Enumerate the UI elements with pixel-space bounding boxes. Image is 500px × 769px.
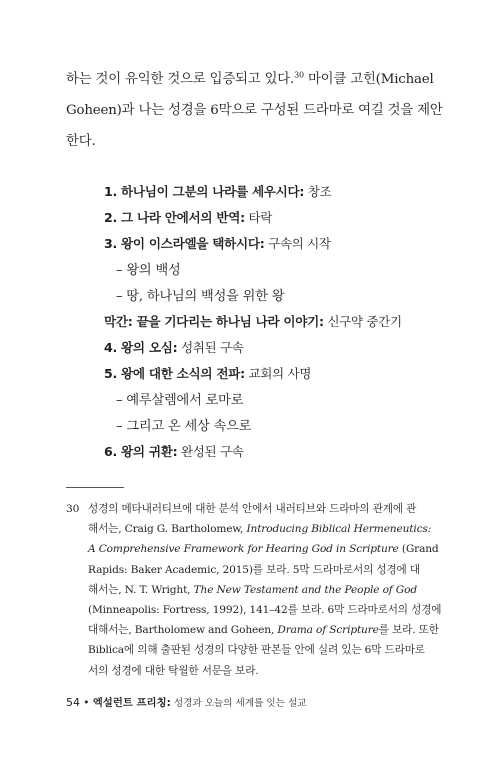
outline-subitem: – 그리고 온 세상 속으로 [116,419,252,434]
book-subtitle: 성경과 오늘의 세계를 잇는 설교 [170,698,307,709]
page-number: 54 [66,696,80,709]
footnote-line [88,580,446,600]
footnote-span: 를 보라. 또한 [378,624,439,637]
footnote-number: 30 [66,503,80,515]
intro-line [66,64,446,95]
footer-separator: • [80,697,93,709]
intro-text: 하는 것이 유익한 것으로 입증되고 있다. [66,72,295,87]
footnote-span: 해서는, Craig G. Bartholomew, [88,523,247,536]
footnote-book-title: A Comprehensive Framework for Hearing God in Scripture [88,543,399,556]
outline-item-2 [104,207,272,226]
footnote-span: 대해서는, Bartholomew and Goheen, [88,624,278,637]
outline-heading: 4. 왕의 오심: [104,340,178,355]
footnote-line [88,519,446,539]
intro-text: 마이클 고힌(Michael [303,72,434,87]
footnote-line: Biblica에 의해 출판된 성경의 다양한 판본들 안에 실려 있는 6막 드라마로 [88,644,425,657]
outline-desc: 교회의 사명 [244,366,312,381]
outline-subitem: – 예루살렘에서 로마로 [116,393,244,408]
outline-desc: 타락 [244,210,273,225]
outline-subitem: – 왕의 백성 [116,263,181,278]
intro-line: Goheen)과 나는 성경을 6막으로 구성된 드라마로 여길 것을 제안 [66,103,443,118]
outline-desc: 신구약 중간기 [323,314,402,329]
outline-item-6 [104,441,244,460]
footnote-text [88,499,446,681]
footnote-line [88,539,446,559]
footnote-span: (Grand [398,543,439,556]
footnote-book-title: The New Testament and the People of God [193,583,417,596]
footnote-span: 해서는, N. T. Wright, [88,583,194,596]
outline-desc: 성취된 구속 [177,340,244,355]
outline-heading: 1. 하나님이 그분의 나라를 세우시다: [104,184,305,199]
footnote-book-title: Introducing Biblical Hermeneutics: [246,523,432,536]
outline-desc: 완성된 구속 [177,444,244,459]
outline-item-1 [104,181,331,200]
outline-heading: 3. 왕이 이스라엘을 택하시다: [104,236,265,251]
outline-item-4 [104,337,244,356]
outline-subitem: – 땅, 하나님의 백성을 위한 왕 [116,289,285,304]
outline-desc: 창조 [304,184,332,199]
footnote-marker[interactable]: 30 [294,70,304,80]
intro-paragraph [66,64,446,157]
intro-line: 한다. [66,134,96,149]
footnote-line [88,620,446,640]
outline-item-5 [104,363,311,382]
footnote-line: 성경의 메타내러티브에 대한 분석 안에서 내러티브와 드라마의 관계에 관 [88,503,417,515]
footnote-line: Rapids: Baker Academic, 2015)를 보라. 5막 드라마로서의 성경에 대 [88,563,420,576]
book-title: 엑설런트 프리칭: [92,697,171,709]
footnote-book-title: Drama of Scripture [277,624,379,637]
footnote-line: 서의 성경에 대한 탁월한 서문을 보라. [88,664,259,677]
outline-heading: 2. 그 나라 안에서의 반역: [104,210,245,225]
footnote-divider [66,487,124,488]
outline-item-3 [104,233,331,252]
outline-desc: 구속의 시작 [264,236,331,251]
footnote-line: (Minneapolis: Fortress, 1992), 141–42를 보라. 6막 드라마로서의 성경에 [88,604,442,617]
outline-heading: 막간: 끝을 기다리는 하나님 나라 이야기: [104,314,324,329]
outline-heading: 6. 왕의 귀환: [104,444,178,459]
outline-heading: 5. 왕에 대한 소식의 전파: [104,366,245,381]
footnote [66,499,446,681]
outline-interlude [104,311,402,330]
running-footer [66,694,307,709]
